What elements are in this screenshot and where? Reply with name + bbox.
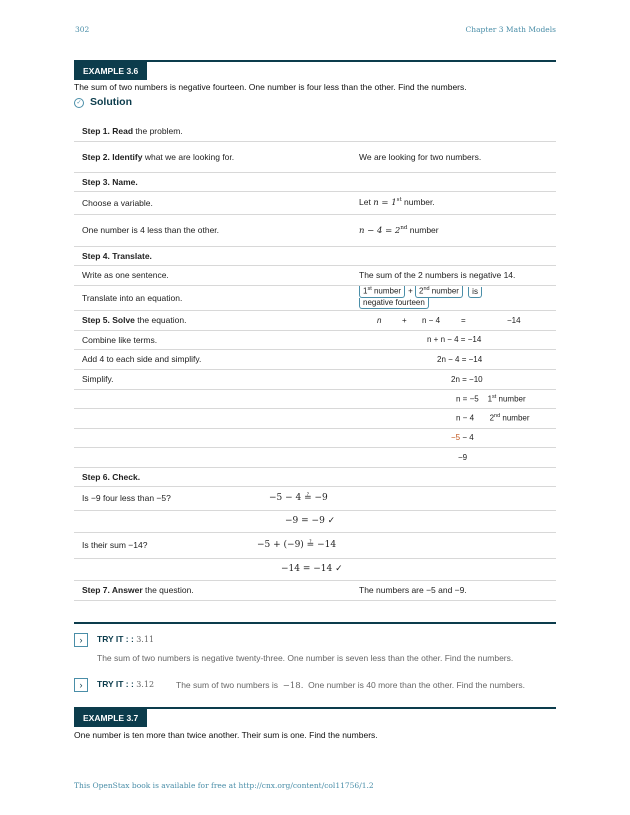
page-number: 302	[75, 25, 90, 34]
chapter-title: Chapter 3 Math Models	[465, 25, 556, 34]
example-tag: EXAMPLE 3.6	[74, 62, 147, 80]
footer-note: This OpenStax book is available for free at http://cnx.org/content/col11756/1.2	[74, 781, 374, 790]
step-row: −9	[74, 447, 556, 467]
check-circle-icon: ✓	[74, 98, 84, 108]
step-row: Step 4. Translate.	[74, 246, 556, 265]
try-it-label: TRY IT : : 3.11	[97, 634, 155, 644]
step-row: Step 6. Check.	[74, 467, 556, 486]
try-it-text: The sum of two numbers is −18. One number is 40 more than the other. Find the numbers.	[176, 680, 526, 691]
chevron-right-icon[interactable]: ›	[74, 633, 88, 647]
step-row: −14 = −14 ✓	[74, 558, 556, 580]
step-row: Step 5. Solve the equation. n + n − 4 = −14	[74, 310, 556, 330]
step-row: Step 3. Name.	[74, 172, 556, 191]
bracket-term: 1st number	[359, 286, 405, 298]
step-row: Combine like terms. n + n − 4 = −14	[74, 330, 556, 349]
step-row: n − 4 2nd number	[74, 408, 556, 428]
bracket-term: negative fourteen	[359, 298, 429, 309]
example-problem: One number is ten more than twice another. Their sum is one. Find the numbers.	[74, 730, 378, 740]
example-tag: EXAMPLE 3.7	[74, 709, 147, 727]
example-3-7-banner	[74, 707, 556, 727]
checkmark-icon: ✓	[327, 516, 336, 526]
step-row: n = −5 1st number	[74, 389, 556, 408]
bracket-term: 2nd number	[415, 286, 463, 298]
solution-steps-table	[74, 121, 556, 601]
step-row: Is −9 four less than −5? −5 − 4 ≟ −9	[74, 486, 556, 510]
step-row: Is their sum −14? −5 + (−9) ≟ −14	[74, 532, 556, 558]
step-row: −9 = −9 ✓	[74, 510, 556, 532]
step-row: −5 − 4	[74, 428, 556, 447]
step-row: Add 4 to each side and simplify. 2n − 4 = −14	[74, 349, 556, 369]
step-row: Step 1. Read the problem.	[74, 121, 556, 141]
solution-heading: ✓ Solution	[74, 96, 132, 110]
example-3-6-banner	[74, 60, 556, 80]
chevron-right-icon[interactable]: ›	[74, 678, 88, 692]
step-row: Step 7. Answer the question. The numbers are −5 and −9.	[74, 580, 556, 600]
try-it-text: The sum of two numbers is negative twenty-three. One number is seven less than the other. Find the numbers.	[97, 653, 514, 663]
checkmark-icon: ✓	[335, 564, 343, 574]
try-it-separator	[74, 622, 556, 624]
step-row: Translate into an equation. 1st number + 2nd number is negative fourteen	[74, 285, 556, 310]
step-row: Write as one sentence. The sum of the 2 numbers is negative 14.	[74, 265, 556, 285]
try-it-label: TRY IT : : 3.12	[97, 679, 155, 689]
step-row: One number is 4 less than the other. n − 4 = 2nd number	[74, 214, 556, 246]
example-problem: The sum of two numbers is negative fourteen. One number is four less than the other. Find the numbers.	[74, 82, 467, 92]
bracket-term: is	[468, 287, 482, 298]
step-row: Step 2. Identify what we are looking for. We are looking for two numbers.	[74, 141, 556, 172]
step-row: Choose a variable. Let n = 1st number.	[74, 191, 556, 214]
step-row: Simplify. 2n = −10	[74, 369, 556, 389]
